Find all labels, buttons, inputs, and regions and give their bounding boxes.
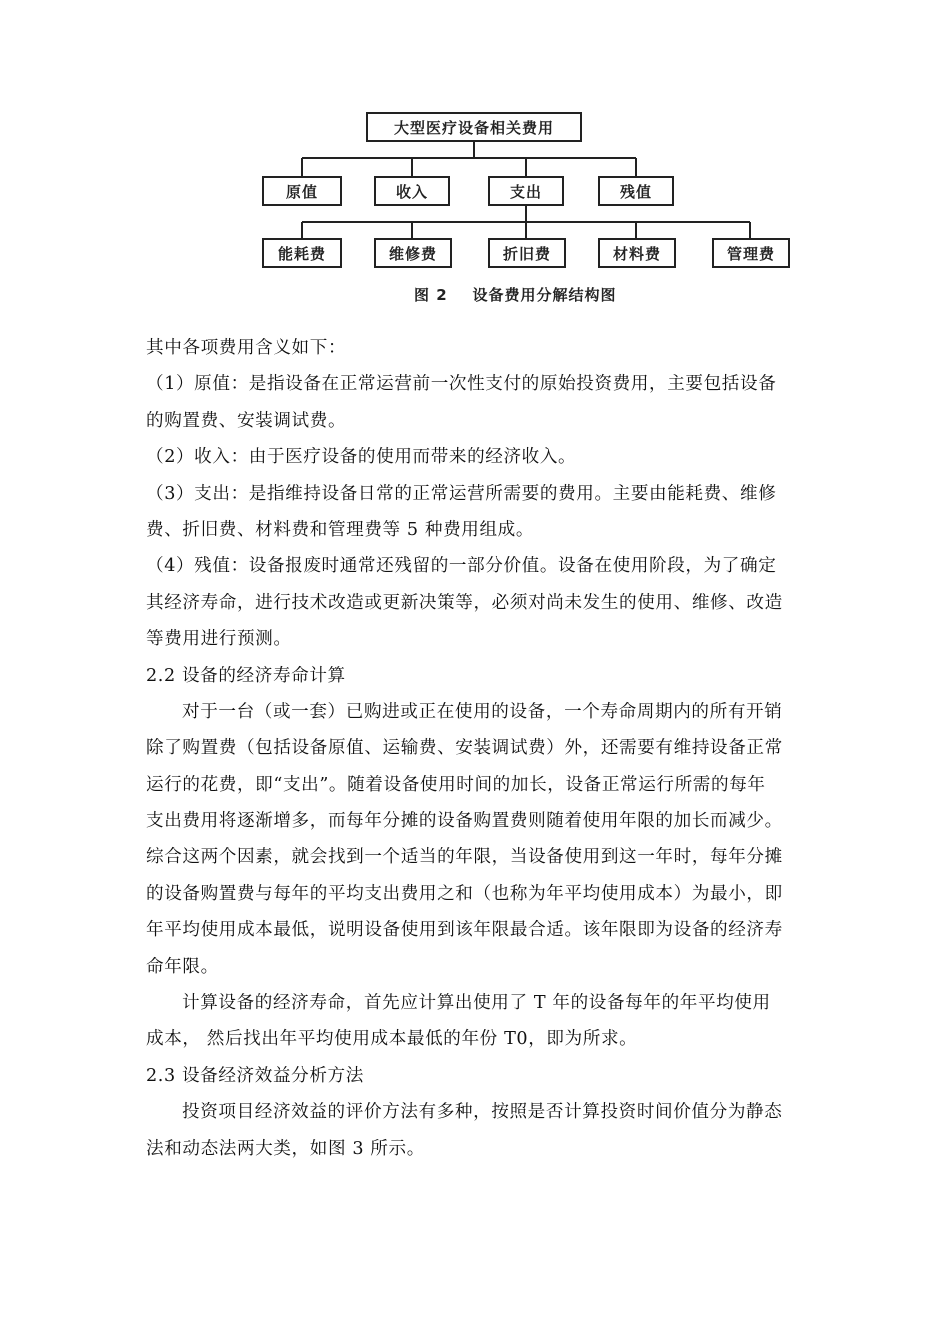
node-maintenance-cost: 维修费 <box>374 238 452 268</box>
section-heading: 2.2 设备的经济寿命计算 <box>146 665 346 686</box>
node-management-cost: 管理费 <box>712 238 790 268</box>
node-energy-cost: 能耗费 <box>262 238 342 268</box>
paragraph-line: 运行的花费，即“支出”。随着设备使用时间的加长，设备正常运行所需的每年 <box>146 774 766 795</box>
paragraph-line: 费、折旧费、材料费和管理费等 5 种费用组成。 <box>146 519 535 540</box>
node-original-value: 原值 <box>262 176 342 206</box>
paragraph-line: （3）支出：是指维持设备日常的正常运营所需要的费用。主要由能耗费、维修 <box>146 483 777 504</box>
paragraph-line: 命年限。 <box>146 956 219 977</box>
paragraph-line: 的购置费、安装调试费。 <box>146 410 347 431</box>
paragraph-line: 其经济寿命，进行技术改造或更新决策等，必须对尚未发生的使用、维修、改造 <box>146 592 783 613</box>
paragraph-line: 的设备购置费与每年的平均支出费用之和（也称为年平均使用成本）为最小，即 <box>146 883 783 904</box>
section-heading: 2.3 设备经济效益分析方法 <box>146 1065 364 1086</box>
node-residual-value: 残值 <box>598 176 674 206</box>
cost-breakdown-figure <box>250 104 810 314</box>
node-depreciation-cost: 折旧费 <box>488 238 566 268</box>
body-text <box>146 330 818 1167</box>
paragraph-line: 综合这两个因素，就会找到一个适当的年限，当设备使用到这一年时，每年分摊 <box>146 847 783 868</box>
paragraph-line: （1）原值：是指设备在正常运营前一次性支付的原始投资费用，主要包括设备 <box>146 374 777 395</box>
paragraph-line: 支出费用将逐渐增多，而每年分摊的设备购置费则随着使用年限的加长而减少。 <box>146 811 783 832</box>
root-node: 大型医疗设备相关费用 <box>366 112 582 142</box>
paragraph-line: 等费用进行预测。 <box>146 629 292 650</box>
node-material-cost: 材料费 <box>598 238 676 268</box>
node-expenditure: 支出 <box>488 176 564 206</box>
paragraph-line: 年平均使用成本最低，说明设备使用到该年限最合适。该年限即为设备的经济寿 <box>146 920 783 941</box>
paragraph-line: （2）收入：由于医疗设备的使用而带来的经济收入。 <box>146 447 577 468</box>
paragraph-line: （4）残值：设备报废时通常还残留的一部分价值。设备在使用阶段，为了确定 <box>146 556 777 577</box>
node-income: 收入 <box>374 176 450 206</box>
paragraph-line: 除了购置费（包括设备原值、运输费、安装调试费）外，还需要有维持设备正常 <box>146 738 783 759</box>
paragraph-line: 对于一台（或一套）已购进或正在使用的设备，一个寿命周期内的所有开销 <box>182 701 783 722</box>
paragraph-line: 投资项目经济效益的评价方法有多种，按照是否计算投资时间价值分为静态 <box>182 1102 783 1123</box>
paragraph-line: 成本， 然后找出年平均使用成本最低的年份 T0，即为所求。 <box>146 1029 638 1050</box>
figure-caption: 图 2 设备费用分解结构图 <box>414 286 617 304</box>
intro-line: 其中各项费用含义如下： <box>146 338 347 358</box>
paragraph-line: 法和动态法两大类，如图 3 所示。 <box>146 1138 425 1159</box>
paragraph-line: 计算设备的经济寿命，首先应计算出使用了 T 年的设备每年的年平均使用 <box>182 993 771 1014</box>
